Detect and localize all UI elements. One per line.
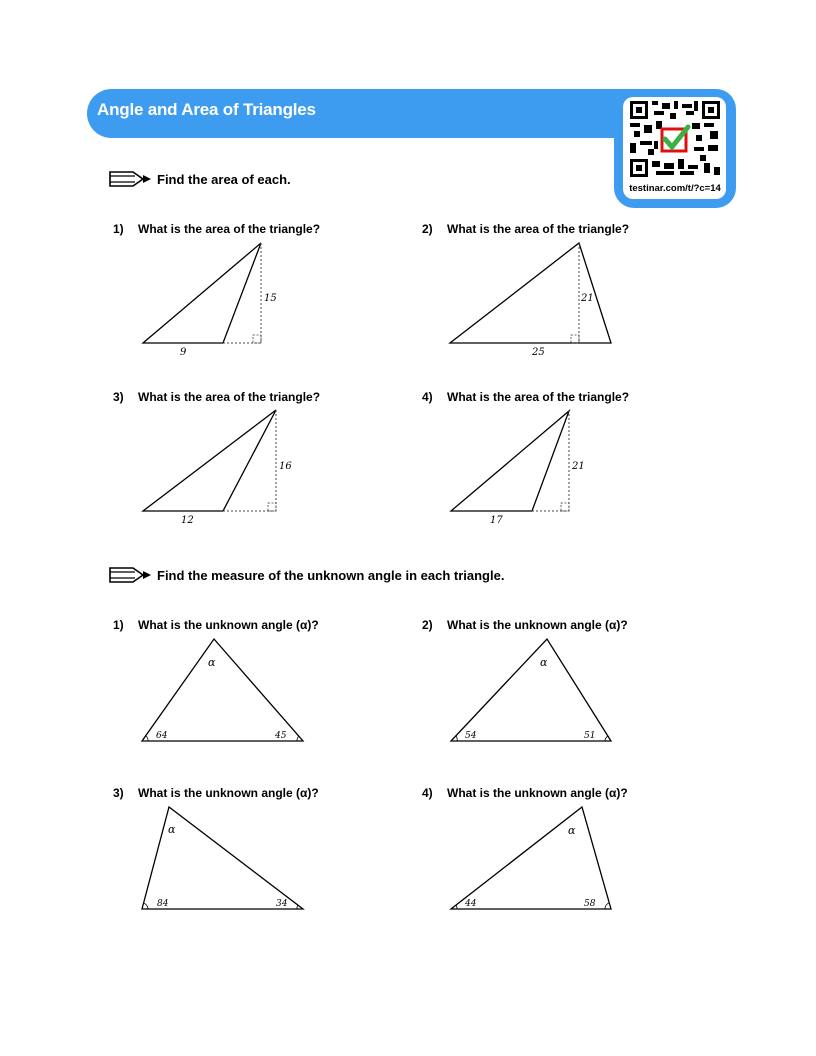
height-label: 21	[581, 293, 594, 304]
triangle-figure	[130, 405, 300, 527]
instruction-text: Find the measure of the unknown angle in each triangle.	[157, 567, 505, 583]
question-label: 2) What is the area of the triangle?	[422, 222, 630, 236]
triangle-figure	[440, 238, 620, 360]
unknown-angle-label: α	[540, 656, 548, 669]
qr-code-icon[interactable]	[630, 101, 720, 177]
height-label: 16	[279, 461, 292, 472]
height-label: 15	[264, 293, 277, 304]
unknown-angle-label: α	[208, 656, 216, 669]
right-angle-label: 34	[276, 899, 288, 909]
triangle-figure	[130, 798, 320, 918]
triangle-figure	[130, 630, 320, 750]
triangle-figure	[440, 798, 630, 918]
right-angle-label: 58	[584, 899, 596, 909]
left-angle-label: 84	[157, 899, 169, 909]
question-label: 4) What is the unknown angle (α)?	[422, 786, 628, 800]
left-angle-label: 44	[465, 899, 477, 909]
right-angle-label: 45	[275, 731, 287, 741]
question-label: 4) What is the area of the triangle?	[422, 390, 630, 404]
triangle-figure	[440, 405, 610, 527]
left-angle-label: 54	[465, 731, 477, 741]
instruction-text: Find the area of each.	[157, 171, 291, 187]
triangle-figure	[440, 630, 630, 750]
base-label: 12	[181, 515, 194, 526]
unknown-angle-label: α	[168, 823, 176, 836]
unknown-angle-label: α	[568, 824, 576, 837]
base-label: 17	[490, 515, 503, 526]
pencil-icon	[109, 170, 151, 188]
question-label: 2) What is the unknown angle (α)?	[422, 618, 628, 632]
question-label: 3) What is the unknown angle (α)?	[113, 786, 319, 800]
base-label: 25	[532, 347, 545, 358]
question-label: 1) What is the unknown angle (α)?	[113, 618, 319, 632]
question-label: 1) What is the area of the triangle?	[113, 222, 321, 236]
right-angle-label: 51	[584, 731, 596, 741]
base-label: 9	[180, 347, 187, 358]
instruction-angle	[109, 566, 504, 584]
question-label: 3) What is the area of the triangle?	[113, 390, 321, 404]
qr-url[interactable]: testinar.com/t/?c=14	[629, 183, 721, 194]
left-angle-label: 64	[156, 731, 168, 741]
triangle-figure	[130, 238, 290, 360]
height-label: 21	[572, 461, 585, 472]
instruction-area	[109, 170, 291, 188]
pencil-icon	[109, 566, 151, 584]
page-title: Angle and Area of Triangles	[97, 100, 316, 119]
